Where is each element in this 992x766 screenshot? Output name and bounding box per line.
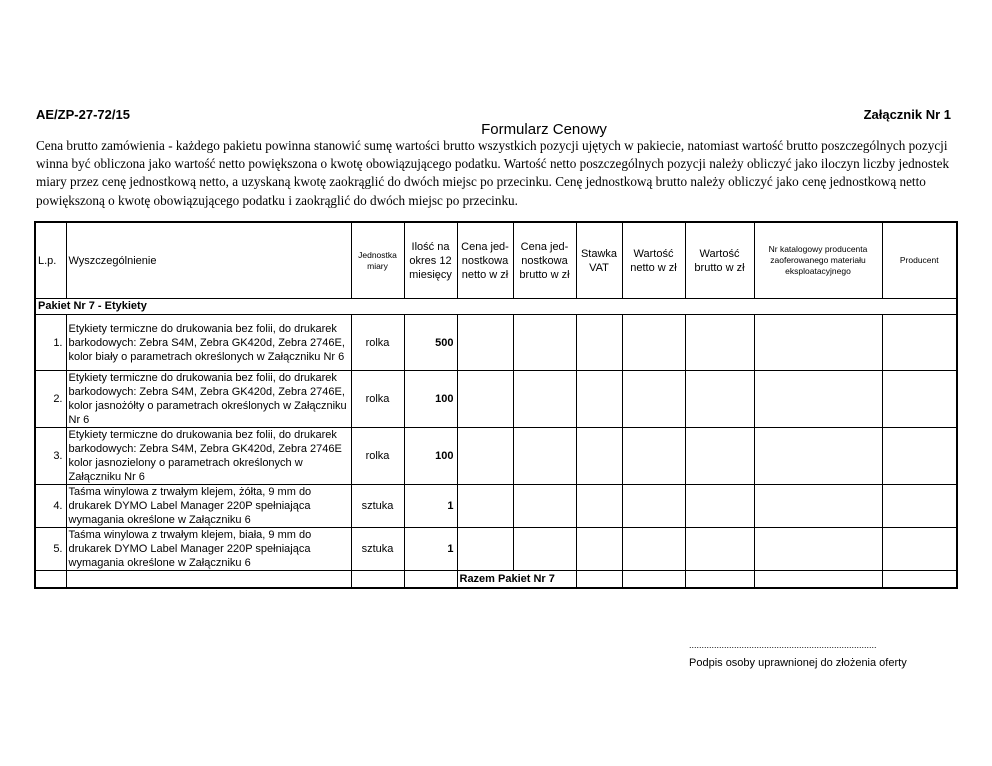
row-gross-value-cell[interactable] [685, 371, 754, 428]
signature-line: ........................................................................... [689, 640, 877, 650]
table-header [35, 222, 957, 299]
row-lp: 5. [35, 528, 66, 571]
row-description: Etykiety termiczne do drukowania bez folii, do drukarek barkodowych: Zebra S4M, Zebra GK420d, Zebra 2746E, kolor jasnożółty o parametrach określonych w Załączniku Nr 6 [66, 371, 351, 428]
row-gross-value-cell[interactable] [685, 485, 754, 528]
price-table [34, 221, 958, 589]
col-producer: Producent [882, 222, 957, 299]
col-unit: Jednostka miary [351, 222, 404, 299]
row-unit-gross-price-cell[interactable] [513, 428, 576, 485]
row-unit-gross-price-cell[interactable] [513, 485, 576, 528]
col-gross-value: Wartość brutto w zł [685, 222, 754, 299]
row-net-value-cell[interactable] [622, 371, 685, 428]
row-catalog-cell[interactable] [754, 528, 882, 571]
row-lp: 2. [35, 371, 66, 428]
annex-label: Załącznik Nr 1 [863, 107, 951, 122]
row-lp: 4. [35, 485, 66, 528]
total-vat-cell[interactable] [576, 571, 622, 589]
row-quantity: 1 [404, 528, 457, 571]
row-unit-net-price-cell[interactable] [457, 428, 513, 485]
row-producer-cell[interactable] [882, 428, 957, 485]
row-unit-gross-price-cell[interactable] [513, 528, 576, 571]
row-quantity: 500 [404, 315, 457, 371]
row-quantity: 100 [404, 428, 457, 485]
row-vat-cell[interactable] [576, 315, 622, 371]
col-unit-gross-price: Cena jed-nostkowa brutto w zł [513, 222, 576, 299]
table-row [35, 371, 957, 428]
row-description: Etykiety termiczne do drukowania bez folii, do drukarek barkodowych: Zebra S4M, Zebra GK420d, Zebra 2746E, kolor biały o parametrach określonych w Załączniku Nr 6 [66, 315, 351, 371]
row-description: Taśma winylowa z trwałym klejem, żółta, 9 mm do drukarek DYMO Label Manager 220P spełniająca wymagania określone w Załączniku 6 [66, 485, 351, 528]
row-description: Etykiety termiczne do drukowania bez folii, do drukarek barkodowych: Zebra S4M, Zebra GK420d, Zebra 2746E kolor jasnozielony o parametrach określonych w Załączniku Nr 6 [66, 428, 351, 485]
total-gross-value-cell[interactable] [685, 571, 754, 589]
row-producer-cell[interactable] [882, 528, 957, 571]
row-quantity: 100 [404, 371, 457, 428]
row-unit-net-price-cell[interactable] [457, 528, 513, 571]
row-unit-net-price-cell[interactable] [457, 371, 513, 428]
col-catalog-number: Nr katalogowy producenta zaoferowanego materiału eksploatacyjnego [754, 222, 882, 299]
table-row [35, 428, 957, 485]
row-unit: sztuka [351, 485, 404, 528]
row-unit: rolka [351, 315, 404, 371]
col-description: Wyszczególnienie [66, 222, 351, 299]
total-net-value-cell[interactable] [622, 571, 685, 589]
package-row [35, 299, 957, 315]
row-vat-cell[interactable] [576, 485, 622, 528]
row-unit-gross-price-cell[interactable] [513, 315, 576, 371]
row-quantity: 1 [404, 485, 457, 528]
row-producer-cell[interactable] [882, 485, 957, 528]
table-row [35, 528, 957, 571]
table-row [35, 485, 957, 528]
col-unit-net-price: Cena jed-nostkowa netto w zł [457, 222, 513, 299]
row-unit: rolka [351, 371, 404, 428]
row-unit-net-price-cell[interactable] [457, 315, 513, 371]
row-lp: 1. [35, 315, 66, 371]
package-label: Pakiet Nr 7 - Etykiety [35, 299, 957, 315]
total-row [35, 571, 957, 589]
row-gross-value-cell[interactable] [685, 528, 754, 571]
col-net-value: Wartość netto w zł [622, 222, 685, 299]
row-unit: rolka [351, 428, 404, 485]
signature-label: Podpis osoby uprawnionej do złożenia oferty [689, 657, 907, 669]
row-producer-cell[interactable] [882, 315, 957, 371]
row-net-value-cell[interactable] [622, 315, 685, 371]
row-lp: 3. [35, 428, 66, 485]
row-net-value-cell[interactable] [622, 428, 685, 485]
row-net-value-cell[interactable] [622, 485, 685, 528]
row-unit: sztuka [351, 528, 404, 571]
row-catalog-cell[interactable] [754, 485, 882, 528]
row-catalog-cell[interactable] [754, 428, 882, 485]
row-vat-cell[interactable] [576, 528, 622, 571]
row-net-value-cell[interactable] [622, 528, 685, 571]
col-quantity: Ilość na okres 12 miesięcy [404, 222, 457, 299]
form-title: Formularz Cenowy [481, 121, 607, 138]
row-producer-cell[interactable] [882, 371, 957, 428]
total-label: Razem Pakiet Nr 7 [457, 571, 576, 589]
row-gross-value-cell[interactable] [685, 428, 754, 485]
col-vat-rate: Stawka VAT [576, 222, 622, 299]
row-description: Taśma winylowa z trwałym klejem, biała, 9 mm do drukarek DYMO Label Manager 220P spełniająca wymagania określone w Załączniku 6 [66, 528, 351, 571]
row-catalog-cell[interactable] [754, 315, 882, 371]
intro-paragraph: Cena brutto zamówienia - każdego pakietu powinna stanowić sumę wartości brutto wszystkich pozycji ujętych w pakiecie, natomiast wartość brutto poszczególnych pozycji winna być obliczona jako wartość netto powiększona o kwotę obowiązującego podatku. Wartość netto poszczególnych pozycji należy obliczyć jako iloczyn liczby jednostek miary przez cenę jednostkową netto, a uzyskaną kwotę zaokrąglić do dwóch miejsc po przecinku. Cenę jednostkową brutto należy obliczyć jako cenę jednostkową netto powiększoną o kwotę obowiązującego podatku i zaokrąglić do dwóch miejsc po przecinku. [36, 138, 950, 208]
document-number: AE/ZP-27-72/15 [36, 107, 130, 122]
table-row [35, 315, 957, 371]
row-unit-net-price-cell[interactable] [457, 485, 513, 528]
row-vat-cell[interactable] [576, 428, 622, 485]
row-gross-value-cell[interactable] [685, 315, 754, 371]
row-vat-cell[interactable] [576, 371, 622, 428]
col-lp: L.p. [35, 222, 66, 299]
row-catalog-cell[interactable] [754, 371, 882, 428]
row-unit-gross-price-cell[interactable] [513, 371, 576, 428]
